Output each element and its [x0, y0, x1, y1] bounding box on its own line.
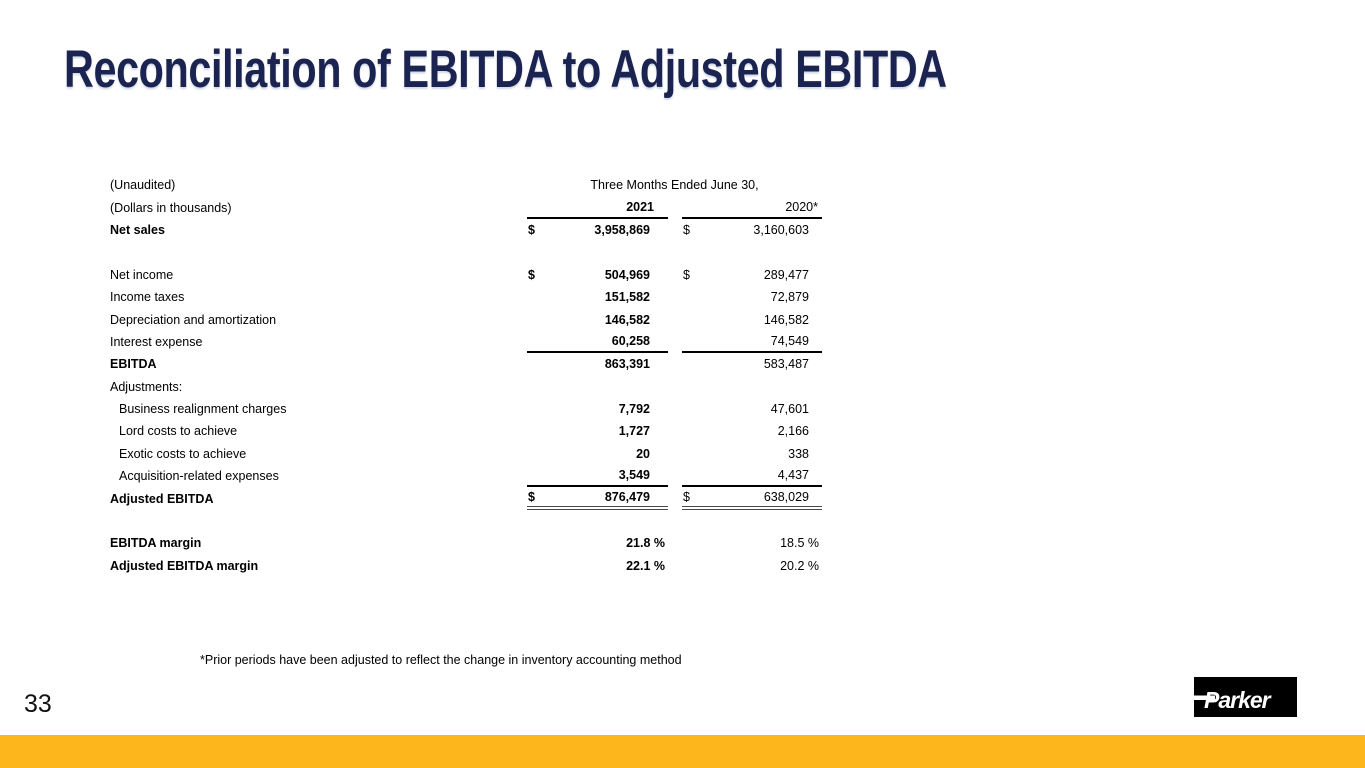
value-2020	[682, 219, 822, 241]
period-header: Three Months Ended June 30,	[590, 178, 759, 193]
currency-symbol: $	[683, 489, 690, 504]
value-2020	[682, 420, 822, 442]
currency-symbol: $	[528, 267, 535, 282]
slide-title: Reconciliation of EBITDA to Adjusted EBITDA	[64, 40, 947, 99]
value-2020	[682, 555, 822, 577]
row-label: Business realignment charges	[119, 402, 287, 417]
value-2021	[527, 376, 668, 398]
value-2021	[527, 487, 668, 509]
row-label: Income taxes	[110, 290, 185, 305]
row-label: Acquisition-related expenses	[119, 469, 279, 484]
table-row	[110, 420, 822, 442]
table-row	[110, 331, 822, 353]
table-row	[110, 219, 822, 241]
table-row	[110, 487, 822, 509]
row-label: Adjusted EBITDA	[110, 491, 214, 506]
value-2021	[527, 465, 668, 487]
dollars-in-thousands-label: (Dollars in thousands)	[110, 200, 232, 215]
amount: 876,479	[604, 489, 650, 504]
value-2021	[527, 420, 668, 442]
value-2021	[527, 353, 668, 375]
parker-logo	[1194, 677, 1297, 717]
value-2020	[682, 532, 822, 554]
value-2021	[527, 443, 668, 465]
amount: 3,958,869	[594, 222, 650, 237]
table-spacer-row	[110, 241, 822, 263]
amount: 146,582	[763, 312, 809, 327]
currency-symbol: $	[528, 489, 535, 504]
row-label: EBITDA	[110, 357, 157, 372]
table-row	[110, 555, 822, 577]
amount: 21.8 %	[626, 536, 665, 551]
value-2020	[682, 264, 822, 286]
table-row	[110, 353, 822, 375]
value-2020	[682, 308, 822, 330]
table-row	[110, 398, 822, 420]
row-label: Lord costs to achieve	[119, 424, 238, 439]
currency-symbol: $	[683, 267, 690, 282]
row-label: EBITDA margin	[110, 536, 202, 551]
table-row	[110, 286, 822, 308]
value-2020	[682, 331, 822, 353]
amount: 338	[788, 446, 809, 461]
row-label: Exotic costs to achieve	[119, 446, 247, 461]
amount: 1,727	[618, 424, 650, 439]
column-header-2020	[682, 196, 822, 218]
footnote: *Prior periods have been adjusted to reflect the change in inventory accounting method	[200, 653, 682, 667]
page-number: 33	[24, 690, 52, 718]
financial-table-rows	[110, 219, 822, 577]
amount: 583,487	[763, 357, 809, 372]
unaudited-label: (Unaudited)	[110, 178, 176, 193]
amount: 504,969	[604, 267, 650, 282]
amount: 60,258	[611, 333, 650, 348]
table-row	[110, 264, 822, 286]
value-2021	[527, 219, 668, 241]
row-label: Net income	[110, 267, 174, 282]
column-header-2021	[527, 196, 668, 218]
amount: 20	[636, 446, 650, 461]
row-label: Adjustments:	[110, 379, 183, 394]
value-2020	[682, 465, 822, 487]
table-row	[110, 443, 822, 465]
parker-logo-icon	[1194, 677, 1297, 717]
value-2020	[682, 376, 822, 398]
value-2020	[682, 487, 822, 509]
table-header-row-years	[110, 196, 822, 218]
currency-symbol: $	[683, 222, 690, 237]
amount: 146,582	[604, 312, 650, 327]
table-row	[110, 465, 822, 487]
amount: 863,391	[604, 357, 650, 372]
amount: 289,477	[763, 267, 809, 282]
row-label: Adjusted EBITDA margin	[110, 558, 259, 573]
value-2020	[682, 443, 822, 465]
value-2020	[682, 286, 822, 308]
amount: 2,166	[777, 424, 809, 439]
row-label: Net sales	[110, 222, 165, 237]
amount: 3,160,603	[753, 222, 809, 237]
table-row	[110, 308, 822, 330]
year-2021-label: 2021	[626, 199, 654, 214]
amount: 18.5 %	[780, 536, 819, 551]
value-2021	[527, 398, 668, 420]
table-row	[110, 376, 822, 398]
amount: 151,582	[604, 290, 650, 305]
amount: 7,792	[618, 402, 650, 417]
value-2020	[682, 353, 822, 375]
row-label: Depreciation and amortization	[110, 312, 277, 327]
value-2021	[527, 331, 668, 353]
value-2021	[527, 308, 668, 330]
amount: 47,601	[770, 402, 809, 417]
financial-table	[110, 174, 822, 577]
amount: 72,879	[770, 290, 809, 305]
amount: 20.2 %	[780, 558, 819, 573]
accent-bottom-bar	[0, 735, 1365, 768]
value-2021	[527, 286, 668, 308]
currency-symbol: $	[528, 222, 535, 237]
amount: 3,549	[618, 468, 650, 483]
parker-logo-text: Parker	[1204, 687, 1270, 713]
year-2020-label: 2020*	[785, 199, 818, 214]
table-header-row-period	[110, 174, 822, 196]
amount: 74,549	[770, 333, 809, 348]
table-row	[110, 532, 822, 554]
amount: 4,437	[777, 468, 809, 483]
value-2021	[527, 532, 668, 554]
value-2021	[527, 555, 668, 577]
row-label: Interest expense	[110, 334, 203, 349]
value-2021	[527, 264, 668, 286]
table-spacer-row	[110, 510, 822, 532]
amount: 638,029	[763, 489, 809, 504]
amount: 22.1 %	[626, 558, 665, 573]
value-2020	[682, 398, 822, 420]
